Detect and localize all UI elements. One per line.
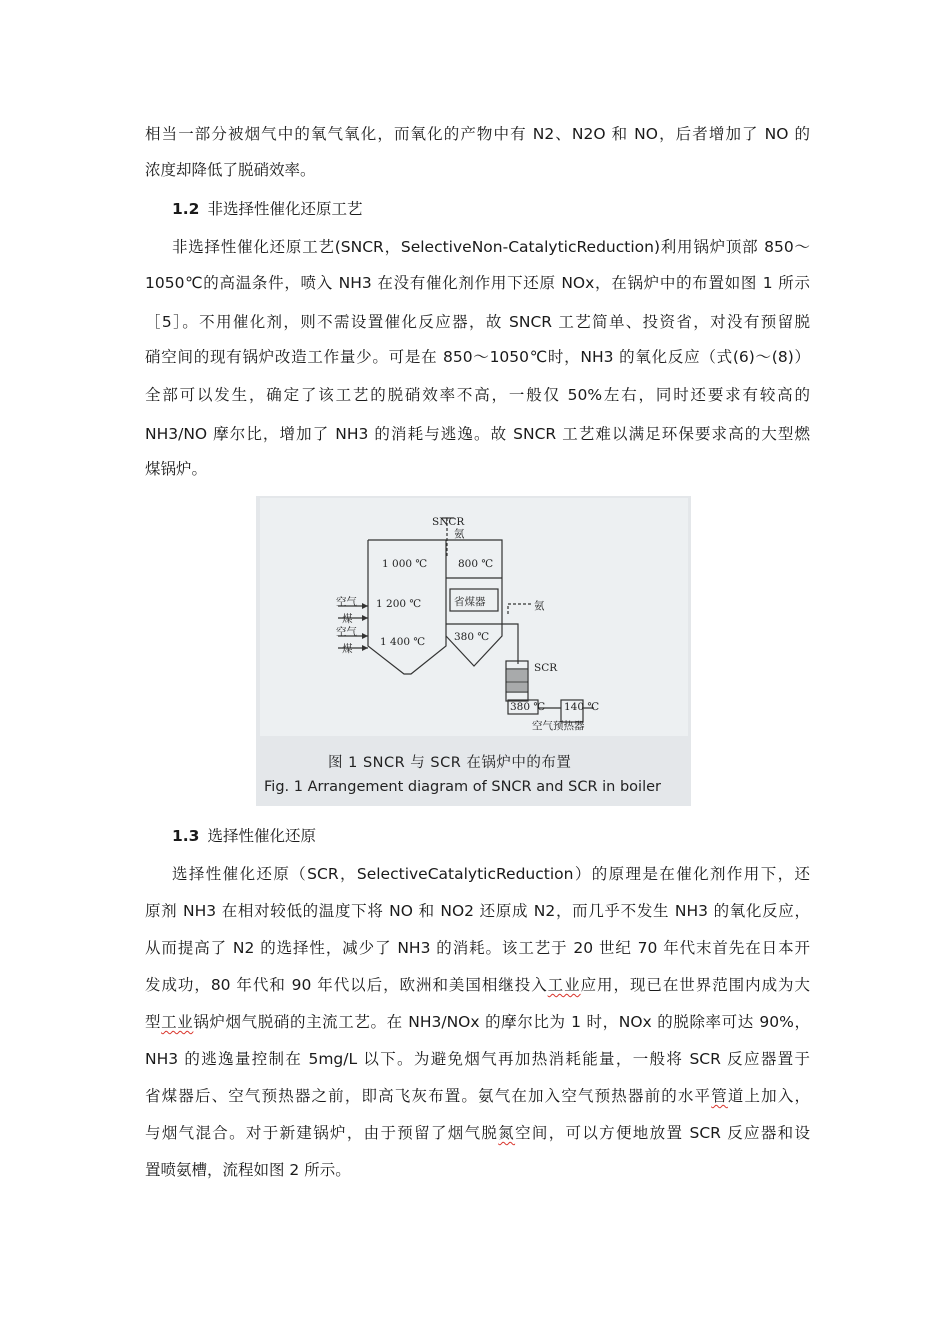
text-run: 发成功，80 年代和 90 年代以后，欧洲和美国相继投入: [145, 976, 548, 994]
label-air-1: 空气: [336, 596, 357, 608]
text-run: 与烟气混合。对于新建锅炉，由于预留了烟气脱: [145, 1124, 499, 1142]
label-economizer: 省煤器: [454, 596, 486, 608]
section-number: 1.3: [172, 827, 200, 845]
text-run: 道上加入，: [727, 1087, 810, 1105]
label-coal-2: 煤: [342, 643, 353, 655]
text-run: 应用，现已在世界范围内成为大: [580, 976, 810, 994]
spellcheck-flag[interactable]: 工业: [161, 1013, 194, 1031]
paragraph-line: 全部可以发生，确定了该工艺的脱硝效率不高，一般仅 50%左右，同时还要求有较高的: [145, 386, 810, 404]
label-sncr: SNCR: [432, 516, 465, 528]
label-1400c: 1 400 ℃: [380, 636, 426, 648]
section-title: 选择性催化还原: [207, 827, 316, 845]
label-ammonia-top: 氨: [454, 528, 465, 540]
paragraph-line: ［5］。不用催化剂，则不需设置催化反应器，故 SNCR 工艺简单、投资省，对没有预留脱: [145, 313, 810, 331]
label-140c: 140 ℃: [564, 701, 600, 713]
spellcheck-flag[interactable]: 氮: [498, 1124, 516, 1142]
paragraph-line: [145, 1012, 810, 1032]
paragraph-line: 选择性催化还原（SCR，SelectiveCatalyticReduction）的原理是在催化剂作用下，还: [172, 865, 810, 883]
label-800c: 800 ℃: [458, 558, 494, 570]
paragraph-line: 1050℃的高温条件，喷入 NH3 在没有催化剂作用下还原 NOx，在锅炉中的布置如图 1 所示: [145, 274, 810, 292]
paragraph-line: 置喷氨槽，流程如图 2 所示。: [145, 1161, 351, 1179]
paragraph-line: 原剂 NH3 在相对较低的温度下将 NO 和 NO2 还原成 N2，而几乎不发生 NH3 的氧化反应，: [145, 902, 810, 920]
label-380c-b: 380 ℃: [510, 701, 546, 713]
paragraph-line: 非选择性催化还原工艺(SNCR，SelectiveNon-CatalyticReduction)利用锅炉顶部 850～: [172, 238, 810, 256]
paragraph-line: 浓度却降低了脱硝效率。: [145, 161, 316, 179]
spellcheck-flag[interactable]: 工业: [547, 976, 581, 994]
section-heading: [172, 826, 316, 846]
paragraph-line: [145, 975, 810, 995]
boiler-diagram: [256, 496, 691, 736]
label-1200c: 1 200 ℃: [376, 598, 422, 610]
label-air-preheater: 空气预热器: [532, 720, 585, 732]
label-air-2: 空气: [336, 626, 357, 638]
paragraph-line: NH3/NO 摩尔比，增加了 NH3 的消耗与逃逸。故 SNCR 工艺难以满足环保要求高的大型燃: [145, 425, 810, 443]
label-coal-1: 煤: [342, 613, 353, 625]
paragraph-line: 煤锅炉。: [145, 460, 208, 478]
text-run: 省煤器后、空气预热器之前，即高飞灰布置。氨气在加入空气预热器前的水平: [145, 1087, 712, 1105]
label-scr: SCR: [534, 662, 558, 674]
spellcheck-flag[interactable]: 管: [711, 1087, 728, 1105]
figure-caption-cn: 图 1 SNCR 与 SCR 在锅炉中的布置: [328, 755, 572, 771]
paragraph-line: 相当一部分被烟气中的氧气氧化，而氧化的产物中有 N2、N2O 和 NO，后者增加了 NO 的: [145, 125, 810, 143]
text-run: 型: [145, 1013, 162, 1031]
paragraph-line: 从而提高了 N2 的选择性，减少了 NH3 的消耗。该工艺于 20 世纪 70 年代末首先在日本开: [145, 939, 810, 957]
text-run: 锅炉烟气脱硝的主流工艺。在 NH3/NOx 的摩尔比为 1 时，NOx 的脱除率可达 90%，: [193, 1013, 810, 1031]
label-1000c: 1 000 ℃: [382, 558, 428, 570]
paragraph-line: 硝空间的现有锅炉改造工作量少。可是在 850～1050℃时，NH3 的氧化反应（式(6)～(8)）: [145, 348, 810, 366]
section-number: 1.2: [172, 200, 200, 218]
figure-sncr-scr-arrangement: [256, 496, 691, 806]
section-title: 非选择性催化还原工艺: [207, 200, 363, 218]
section-heading: [172, 199, 362, 219]
paragraph-line: [145, 1123, 810, 1143]
paragraph-line: [145, 1086, 810, 1106]
label-ammonia-right: 氨: [534, 600, 545, 612]
text-run: 空间，可以方便地放置 SCR 反应器和设: [515, 1124, 810, 1142]
figure-caption-en: Fig. 1 Arrangement diagram of SNCR and SCR in boiler: [264, 779, 661, 795]
paragraph-line: NH3 的逃逸量控制在 5mg/L 以下。为避免烟气再加热消耗能量，一般将 SCR 反应器置于: [145, 1050, 810, 1068]
label-380c-a: 380 ℃: [454, 631, 490, 643]
